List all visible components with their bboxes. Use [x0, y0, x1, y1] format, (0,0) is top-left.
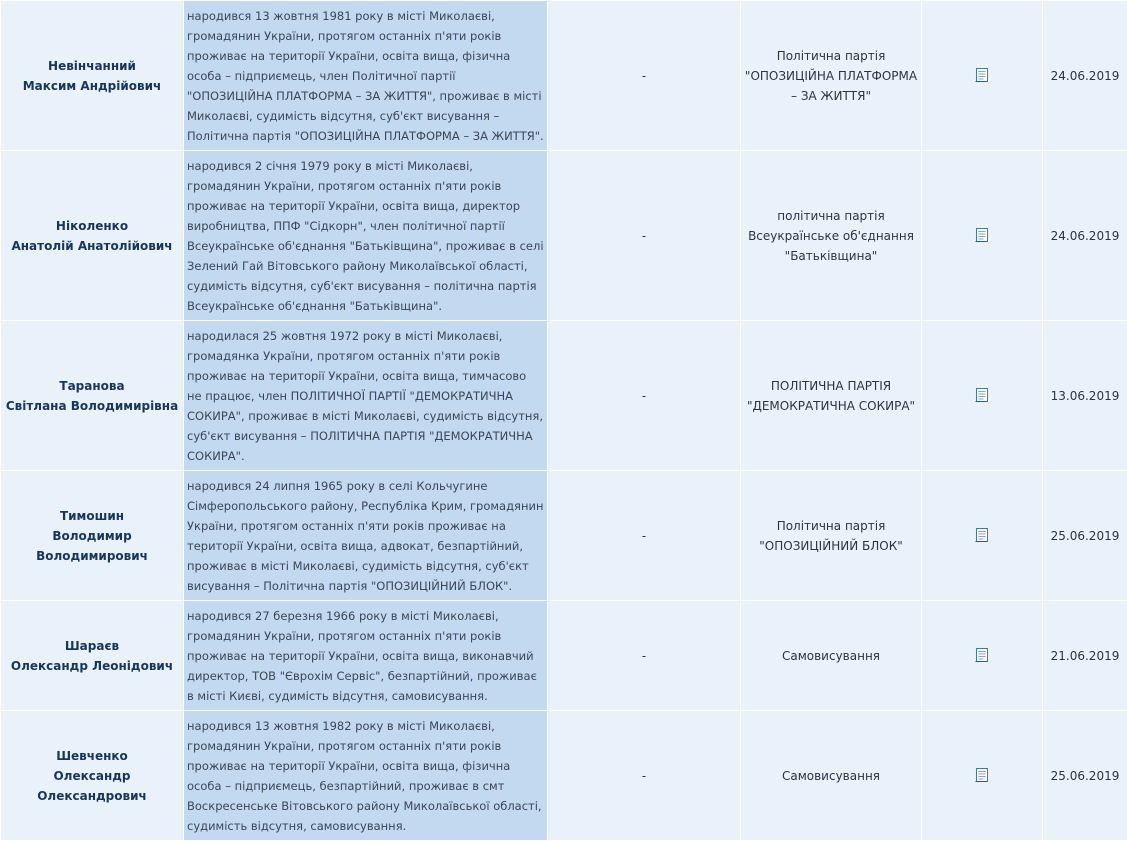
candidate-nominating-party: політична партія Всеукраїнське об'єднання "Батьківщина"	[741, 151, 922, 321]
candidates-table-body	[1, 1, 1127, 841]
candidate-empty-field: -	[548, 601, 741, 711]
document-icon[interactable]	[975, 648, 989, 663]
candidate-name	[1, 1, 184, 151]
candidate-document-cell	[922, 321, 1043, 471]
candidate-name	[1, 711, 184, 841]
candidate-nominating-party: Політична партія "ОПОЗИЦІЙНИЙ БЛОК"	[741, 471, 922, 601]
candidate-bio: народився 2 січня 1979 року в місті Миколаєві, громадянин України, протягом останніх п'яти років проживає на території України, освіта вища, директор виробництва, ППФ "Сідкорн", член політичної партії Всеукраїнське об'єднання "Батьківщина", проживає в селі Зелений Гай Вітовського району Миколаївської області, судимість відсутня, суб'єкт висування – політична партія Всеукраїнське об'єднання "Батьківщина".	[184, 151, 548, 321]
table-row	[1, 1, 1127, 151]
table-row	[1, 321, 1127, 471]
candidate-name-line: Олександрович	[3, 786, 181, 806]
candidate-document-cell	[922, 1, 1043, 151]
candidate-registration-date: 24.06.2019	[1043, 1, 1127, 151]
candidate-name-line: Таранова	[3, 376, 181, 396]
candidate-name-line: Невінчанний	[3, 56, 181, 76]
candidate-name-line: Володимирович	[3, 546, 181, 566]
candidate-bio: народився 24 липня 1965 року в селі Кольчугине Сімферопольського району, Республіка Крим, громадянин України, протягом останніх п'яти років проживає на території України, освіта вища, адвокат, безпартійний, проживає в місті Миколаєві, судимість відсутня, суб'єкт висування – Політична партія "ОПОЗИЦІЙНИЙ БЛОК".	[184, 471, 548, 601]
document-icon[interactable]	[975, 388, 989, 403]
candidate-bio: народилася 25 жовтня 1972 року в місті Миколаєві, громадянка України, протягом останніх п'яти років проживає на території України, освіта вища, тимчасово не працює, член ПОЛІТИЧНОЇ ПАРТІЇ "ДЕМОКРАТИЧНА СОКИРА", проживає в місті Миколаєві, судимість відсутня, суб'єкт висування – ПОЛІТИЧНА ПАРТІЯ "ДЕМОКРАТИЧНА СОКИРА".	[184, 321, 548, 471]
candidate-name	[1, 151, 184, 321]
candidate-document-cell	[922, 711, 1043, 841]
candidate-name-line: Світлана Володимирівна	[3, 396, 181, 416]
candidate-name-line: Тимошин	[3, 506, 181, 526]
candidate-registration-date: 25.06.2019	[1043, 471, 1127, 601]
candidate-registration-date: 24.06.2019	[1043, 151, 1127, 321]
candidate-name-line: Ніколенко	[3, 216, 181, 236]
candidate-name	[1, 471, 184, 601]
document-icon[interactable]	[975, 228, 989, 243]
candidate-name-line: Олександр	[3, 766, 181, 786]
candidate-nominating-party: ПОЛІТИЧНА ПАРТІЯ "ДЕМОКРАТИЧНА СОКИРА"	[741, 321, 922, 471]
table-row	[1, 151, 1127, 321]
candidate-name	[1, 601, 184, 711]
document-icon[interactable]	[975, 528, 989, 543]
candidate-name	[1, 321, 184, 471]
candidate-document-cell	[922, 601, 1043, 711]
candidate-name-line: Анатолій Анатолійович	[3, 236, 181, 256]
candidate-nominating-party: Самовисування	[741, 601, 922, 711]
candidate-empty-field: -	[548, 711, 741, 841]
candidate-empty-field: -	[548, 151, 741, 321]
candidate-name-line: Олександр Леонідович	[3, 656, 181, 676]
table-row	[1, 471, 1127, 601]
candidate-empty-field: -	[548, 321, 741, 471]
document-icon[interactable]	[975, 768, 989, 783]
candidate-name-line: Шевченко	[3, 746, 181, 766]
candidate-registration-date: 25.06.2019	[1043, 711, 1127, 841]
table-row	[1, 601, 1127, 711]
candidate-nominating-party: Політична партія "ОПОЗИЦІЙНА ПЛАТФОРМА – ЗА ЖИТТЯ"	[741, 1, 922, 151]
candidate-nominating-party: Самовисування	[741, 711, 922, 841]
candidate-name-line: Максим Андрійович	[3, 76, 181, 96]
candidate-bio: народився 13 жовтня 1982 року в місті Миколаєві, громадянин України, протягом останніх п'яти років проживає на території України, освіта вища, фізична особа – підприємець, безпартійний, проживає в смт Воскресенське Вітовського району Миколаївської області, судимість відсутня, самовисування.	[184, 711, 548, 841]
candidate-empty-field: -	[548, 471, 741, 601]
candidate-document-cell	[922, 151, 1043, 321]
candidate-bio: народився 27 березня 1966 року в місті Миколаєві, громадянин України, протягом останніх п'яти років проживає на території України, освіта вища, виконавчий директор, ТОВ "Єврохім Сервіс", безпартійний, проживає в місті Києві, судимість відсутня, самовисування.	[184, 601, 548, 711]
table-row	[1, 711, 1127, 841]
candidate-name-line: Шараєв	[3, 636, 181, 656]
candidate-registration-date: 21.06.2019	[1043, 601, 1127, 711]
candidate-registration-date: 13.06.2019	[1043, 321, 1127, 471]
candidate-bio: народився 13 жовтня 1981 року в місті Миколаєві, громадянин України, протягом останніх п'яти років проживає на території України, освіта вища, фізична особа – підприємець, член Політичної партії "ОПОЗИЦІЙНА ПЛАТФОРМА – ЗА ЖИТТЯ", проживає в місті Миколаєві, судимість відсутня, суб'єкт висування – Політична партія "ОПОЗИЦІЙНА ПЛАТФОРМА – ЗА ЖИТТЯ".	[184, 1, 548, 151]
candidate-empty-field: -	[548, 1, 741, 151]
document-icon[interactable]	[975, 68, 989, 83]
candidate-document-cell	[922, 471, 1043, 601]
candidate-name-line: Володимир	[3, 526, 181, 546]
